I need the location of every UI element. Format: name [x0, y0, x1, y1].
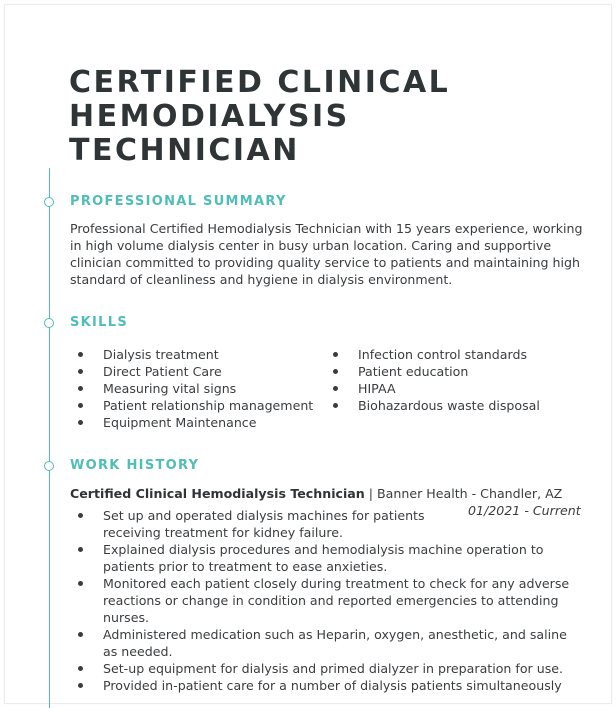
- job-dates: 01/2021 - Current: [468, 503, 581, 518]
- job-separator: |: [364, 486, 378, 501]
- skill-item: Biohazardous waste disposal: [325, 397, 540, 414]
- skills-list-right: [325, 346, 540, 414]
- job-title-line: [70, 485, 562, 502]
- skill-item: Patient education: [325, 363, 540, 380]
- skill-item: HIPAA: [325, 380, 540, 397]
- duty-item: Provided in-patient care for a number of dialysis patients simultaneously: [70, 677, 570, 694]
- duty-item: Explained dialysis procedures and hemodialysis machine operation to patients prior to treatment to ease anxieties.: [70, 541, 570, 575]
- timeline-dot-work-history: [44, 461, 54, 471]
- duty-item: Set-up equipment for dialysis and primed dialyzer in preparation for use.: [70, 660, 570, 677]
- job-duties-list: [70, 507, 570, 694]
- job-employer: Banner Health - Chandler, AZ: [377, 486, 563, 501]
- skill-item: Dialysis treatment: [70, 346, 313, 363]
- skill-item: Infection control standards: [325, 346, 540, 363]
- summary-text: Professional Certified Hemodialysis Technician with 15 years experience, working in high volume dialysis center in busy urban location. Caring and supportive clinician committed to providing quality service to patients and maintaining high standard of cleanliness and hygiene in dialysis environment.: [70, 221, 583, 287]
- duty-item: Set up and operated dialysis machines for patients receiving treatment for kidney failure.: [70, 507, 570, 541]
- job-role: Certified Clinical Hemodialysis Technician: [70, 486, 365, 501]
- skill-item: Direct Patient Care: [70, 363, 313, 380]
- skill-item: Equipment Maintenance: [70, 414, 313, 431]
- timeline-line: [49, 168, 50, 708]
- timeline-dot-skills: [44, 318, 54, 328]
- skills-list-left: [70, 346, 313, 431]
- skill-item: Measuring vital signs: [70, 380, 313, 397]
- section-heading-work-history: WORK HISTORY: [70, 458, 200, 473]
- section-heading-skills: SKILLS: [70, 315, 129, 330]
- timeline-dot-summary: [44, 197, 54, 207]
- skill-item: Patient relationship management: [70, 397, 313, 414]
- section-heading-summary: PROFESSIONAL SUMMARY: [70, 194, 287, 209]
- resume-title: CERTIFIED CLINICAL HEMODIALYSIS TECHNICIAN: [69, 65, 451, 168]
- duty-item: Monitored each patient closely during treatment to check for any adverse reactions or change in condition and reported emergencies to attending nurses.: [70, 575, 570, 626]
- duty-item: Administered medication such as Heparin, oxygen, anesthetic, and saline as needed.: [70, 626, 570, 660]
